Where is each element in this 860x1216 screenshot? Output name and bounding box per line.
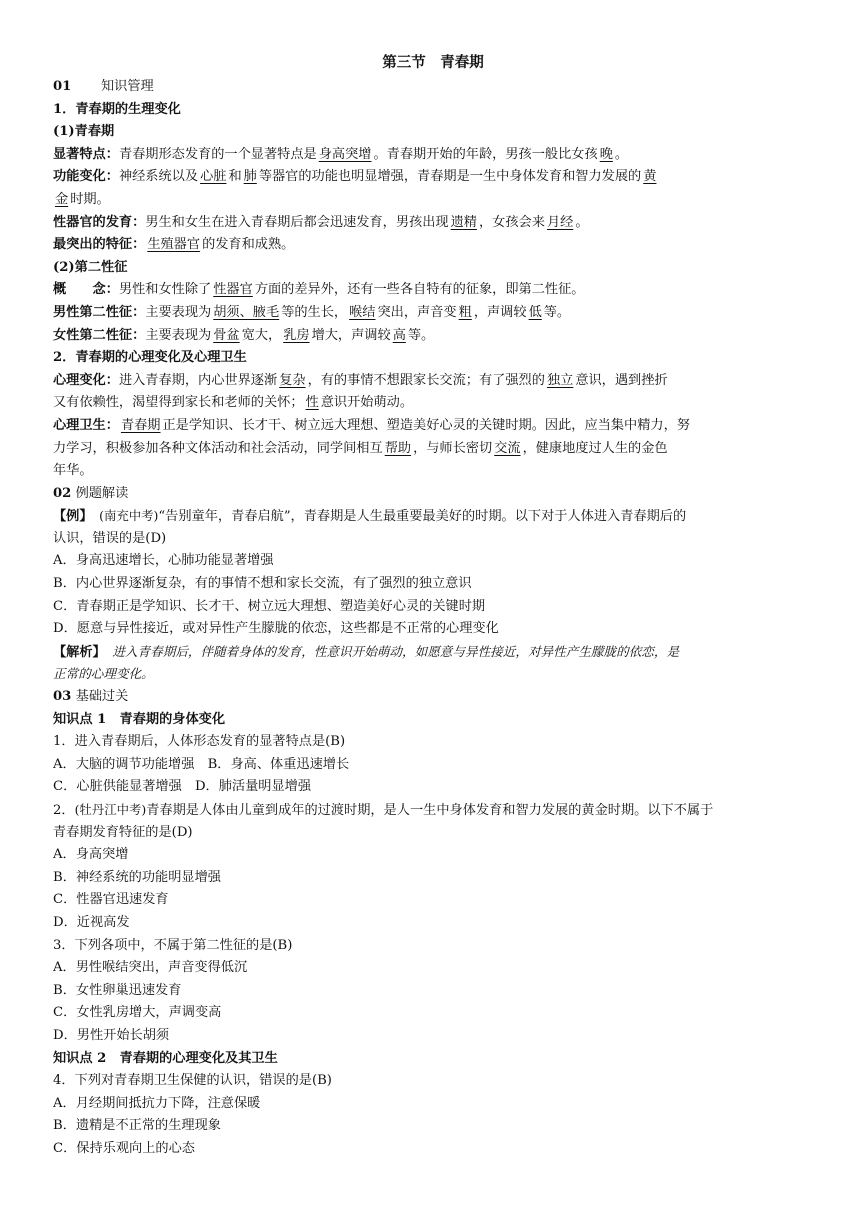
section-03-heading: 03 基础过关 xyxy=(53,689,129,705)
section-02-heading: 02 例题解读 xyxy=(53,485,129,501)
blank-answer: 性 xyxy=(305,395,319,411)
page-title: 第三节 青春期 xyxy=(382,54,484,71)
para-psych-hygiene: 心理卫生： 青春期 正是学知识、长才干、树立远大理想、塑造美好心灵的关键时期。因此，应当集中精力，努 xyxy=(53,417,690,433)
blank-answer: 晚 xyxy=(599,146,613,162)
q2-option-d: D．近视高发 xyxy=(53,914,130,930)
q4-stem: 4．下列对青春期卫生保健的认识，错误的是(B) xyxy=(53,1073,332,1089)
blank-answer: 帮助 xyxy=(384,440,412,456)
blank-answer: 遗精 xyxy=(450,214,477,230)
para-male-features: 男性第二性征：主要表现为 胡须、腋毛 等的生长， 喉结 突出，声音变 粗 ，声调较 低 等。 xyxy=(53,304,571,320)
blank-answer: 独立 xyxy=(546,372,574,388)
para-sex-organ: 性器官的发育：男生和女生在进入青春期后都会迅速发育，男孩出现 遗精 ，女孩会来 月经 。 xyxy=(53,214,589,230)
subheading-secondary-sex: (2)第二性征 xyxy=(53,259,128,275)
q4-option-b: B．遗精是不正常的生理现象 xyxy=(53,1118,221,1134)
example-option-c: C．青春期正是学知识、长才干、树立远大理想、塑造美好心灵的关键时期 xyxy=(53,598,486,614)
example-option-b: B．内心世界逐渐复杂，有的事情不想和家长交流，有了强烈的独立意识 xyxy=(53,576,472,592)
blank-answer: 高 xyxy=(392,327,406,343)
section-label: 知识管理 xyxy=(101,79,154,94)
blank-answer: 粗 xyxy=(458,304,472,320)
blank-answer: 心脏 xyxy=(200,169,227,185)
example-option-a: A．身高迅速增长，心肺功能显著增强 xyxy=(53,553,274,569)
blank-answer: 肺 xyxy=(243,169,257,185)
analysis: 【解析】 进入青春期后，伴随着身体的发育，性意识开始萌动，如愿意与异性接近，对异性产生朦胧的依恋，是 xyxy=(53,643,680,660)
q3-option-b: B．女性卵巢迅速发育 xyxy=(53,982,182,998)
analysis-cont: 正常的心理变化。 xyxy=(53,666,154,682)
section-number: 01 xyxy=(53,79,72,94)
example-stem-cont: 认识，错误的是(D) xyxy=(53,530,167,546)
q3-option-c: C．女性乳房增大，声调变高 xyxy=(53,1005,222,1021)
knowledge-point-2: 知识点 2 青春期的心理变化及其卫生 xyxy=(53,1050,278,1066)
para-psych-hygiene-cont: 力学习，积极参加各种文体活动和社会活动，同学间相互 帮助 ，与师长密切 交流 ，健康地度过人生的金色 xyxy=(53,440,668,456)
q4-option-a: A．月经期间抵抗力下降，注意保暖 xyxy=(53,1095,261,1111)
para-prominent-feature: 最突出的特征： 生殖器官 的发育和成熟。 xyxy=(53,237,295,253)
para-female-features: 女性第二性征：主要表现为 骨盆 宽大， 乳房 增大，声调较 高 等。 xyxy=(53,327,435,343)
q3-stem: 3．下列各项中，不属于第二性征的是(B) xyxy=(53,937,293,953)
blank-answer: 黄 xyxy=(643,169,657,185)
blank-answer: 金 xyxy=(55,191,69,207)
q2-option-b: B．神经系统的功能明显增强 xyxy=(53,869,221,885)
q1-options-row2: C．心脏供能显著增强 D．肺活量明显增强 xyxy=(53,779,312,795)
para-psych-change-cont: 又有依赖性，渴望得到家长和老师的关怀； 性 意识开始萌动。 xyxy=(53,395,414,411)
document-page xyxy=(53,52,813,1161)
para-concept: 概 念：男性和女性除了 性器官 方面的差异外，还有一些各自特有的征象，即第二性征。 xyxy=(53,282,585,298)
heading-physiology: 1．青春期的生理变化 xyxy=(53,101,181,117)
para-psych-change: 心理变化：进入青春期，内心世界逐渐 复杂 ，有的事情不想跟家长交流；有了强烈的 独立 意识，遇到挫折 xyxy=(53,372,668,388)
q3-option-a: A．男性喉结突出，声音变得低沉 xyxy=(53,960,248,976)
knowledge-point-1: 知识点 1 青春期的身体变化 xyxy=(53,711,226,727)
blank-answer: 交流 xyxy=(494,440,521,456)
blank-answer: 复杂 xyxy=(279,372,306,388)
blank-answer: 乳房 xyxy=(283,327,310,343)
section-01-heading xyxy=(53,76,813,99)
blank-answer: 月经 xyxy=(546,214,574,230)
q2-option-a: A．身高突增 xyxy=(53,847,129,863)
blank-answer: 胡须、腋毛 xyxy=(213,304,280,320)
blank-answer: 青春期 xyxy=(120,417,161,433)
heading-psychology: 2．青春期的心理变化及心理卫生 xyxy=(53,350,247,366)
example-option-d: D．愿意与异性接近，或对异性产生朦胧的依恋，这些都是不正常的心理变化 xyxy=(53,621,499,637)
blank-answer: 身高突增 xyxy=(318,146,372,162)
para-function-change: 功能变化：神经系统以及 心脏 和 肺 等器官的功能也明显增强，青春期是一生中身体发育和智力发展的 黄 xyxy=(53,169,657,185)
blank-answer: 性器官 xyxy=(213,282,253,298)
subheading-puberty: (1)青春期 xyxy=(53,124,115,140)
blank-answer: 生殖器官 xyxy=(147,237,201,253)
q2-stem-cont: 青春期发育特征的是(D) xyxy=(53,824,193,840)
q1-stem: 1．进入青春期后，人体形态发育的显著特点是(B) xyxy=(53,734,346,750)
para-psych-hygiene-end: 年华。 xyxy=(53,463,93,479)
blank-answer: 骨盆 xyxy=(213,327,240,343)
para-notable-feature: 显著特点：青春期形态发育的一个显著特点是 身高突增 。青春期开始的年龄，男孩一般比女孩 晚 。 xyxy=(53,146,629,162)
para-function-change-cont: 金 时期。 xyxy=(55,191,110,207)
q2-option-c: C．性器官迅速发育 xyxy=(53,892,169,908)
blank-answer: 低 xyxy=(528,304,542,320)
example-stem: 【例】 (南充中考)“告别童年，青春启航”，青春期是人生最重要最美好的时期。以下对于人体进入青春期后的 xyxy=(53,508,687,525)
q1-options-row1: A．大脑的调节功能增强 B．身高、体重迅速增长 xyxy=(53,756,350,772)
q3-option-d: D．男性开始长胡须 xyxy=(53,1027,170,1043)
q4-option-c: C．保持乐观向上的心态 xyxy=(53,1140,195,1156)
q2-stem: 2．(牡丹江中考)青春期是人体由儿童到成年的过渡时期，是人一生中身体发育和智力发展的黄金时期。以下不属于 xyxy=(53,802,714,818)
blank-answer: 喉结 xyxy=(349,304,376,320)
